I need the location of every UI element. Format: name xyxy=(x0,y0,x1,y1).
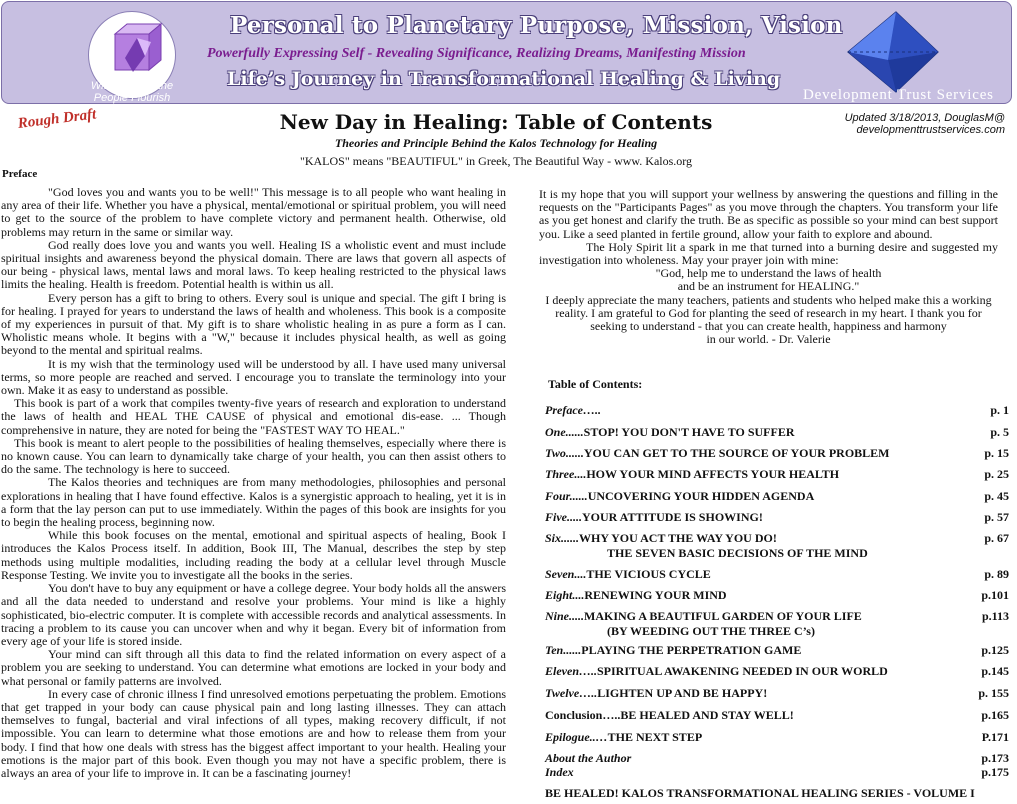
toc-row xyxy=(545,531,1009,561)
toc-title: UNCOVERING YOUR HIDDEN AGENDA xyxy=(587,489,815,503)
left-column xyxy=(1,186,506,780)
toc-title: THE NEXT STEP xyxy=(607,730,703,744)
series-footer: BE HEALED! KALOS TRANSFORMATIONAL HEALING SERIES - VOLUME I xyxy=(545,786,975,800)
page-subtitle: Theories and Principle Behind the Kalos Technology for Healing xyxy=(334,136,658,150)
toc-row xyxy=(545,643,1009,658)
toc-label: Six...... xyxy=(545,531,580,545)
organization-name: Development Trust Services xyxy=(803,87,994,103)
rough-draft-stamp: Rough Draft xyxy=(16,106,98,132)
toc-row xyxy=(545,510,1009,525)
toc-row xyxy=(545,664,1009,679)
toc-label: One...... xyxy=(545,425,584,439)
banner-tagline-2: Life’s Journey in Transformational Healing & Living xyxy=(227,68,781,90)
toc-label: Four...... xyxy=(545,489,588,503)
toc-label: Five..... xyxy=(545,510,582,524)
toc-page-number: p. 5 xyxy=(990,425,1009,439)
preface-label: Preface xyxy=(2,168,38,180)
toc-title: YOUR ATTITUDE IS SHOWING! xyxy=(582,510,763,524)
toc-title: RENEWING YOUR MIND xyxy=(584,588,727,602)
paragraph: Every person has a gift to bring to others. Every soul is unique and special. The gift I bring is for healing. I prayed for years to understand the laws of health and wholeness. This book is a composite of my experiences in pursuit of that. My gift is to share wholistic healing in as pure a form as I can. Wholistic means whole. It begins with a "W," because it includes physical health, as well as going beyond to the mental and spiritual realms. xyxy=(1,290,506,358)
paragraph: The Holy Spirit lit a spark in me that turned into a burning desire and suggested my investigation into wholeness. May your prayer join with mine: xyxy=(539,239,998,268)
paragraph: God really does love you and wants you well. Healing IS a wholistic event and must include spiritual insights and awareness beyond the physical domain. There are laws that govern all aspects of our being - physical laws, mental laws and moral laws. To keep healing restricted to the physical laws limits the healing. Health is freedom. Potential health is within us all. xyxy=(1,237,506,292)
right-column xyxy=(539,188,998,346)
kalos-note: "KALOS" means "BEAUTIFUL" in Greek, The Beautiful Way - www. Kalos.org xyxy=(299,154,693,168)
toc-page-number: p. 89 xyxy=(984,567,1009,581)
toc-row xyxy=(545,765,1009,780)
toc-label: Twelve….. xyxy=(545,686,598,700)
toc-title: MAKING A BEAUTIFUL GARDEN OF YOUR LIFE xyxy=(584,609,862,623)
toc-page-number: p. 155 xyxy=(978,686,1009,700)
toc-label: Eleven….. xyxy=(545,664,597,678)
toc-page-number: p. 67 xyxy=(984,531,1009,545)
paragraph: You don't have to buy any equipment or have a college degree. Your body holds all the answers and all the data needed to understand and resolve your problems. Your mind is like a highly sophisticated, bio-electric computer. It is complete with accessible records and analytical assessments. In tracing a problem to its cause you can uncover when and why it began. Every bit of information from every age of your life is stored inside. xyxy=(1,581,506,648)
toc-label: Seven.... xyxy=(545,567,587,581)
toc-title: HOW YOUR MIND AFFECTS YOUR HEALTH xyxy=(586,467,840,481)
toc-row xyxy=(545,425,1009,440)
toc-page-number: p. 45 xyxy=(984,489,1009,503)
toc-label: Three.... xyxy=(545,467,587,481)
toc-page-number: p.173 xyxy=(981,751,1009,765)
banner-title: Personal to Planetary Purpose, Mission, Vision xyxy=(230,12,843,39)
paragraph: While this book focuses on the mental, emotional and spiritual aspects of healing, Book I introduces the Kalos Process itself. In addition, Book III, The Manual, describes the step by step methods using multiple modalities, including reading the body at a cellular level through Muscle Response Testing. We invite you to investigate all the books in the series. xyxy=(1,528,506,582)
paragraph: In every case of chronic illness I find unresolved emotions perpetuating the problem. Emotions that get trapped in your body can cause physical pain and long lasting illnesses. They can attach themselves to fungal, bacterial and viral infections of all types, making recovery difficult, if not impossible. You can learn to determine what those emotions are and how to release them from your body. I find that how one deals with stress has the biggest affect important to your health. Healing your emotions is the major part of this book. Even though you may not have a specific problem, there is always an area of your life to improve in. It can be a fascinating journey! xyxy=(1,686,506,780)
toc-page-number: p.125 xyxy=(981,643,1009,657)
toc-row xyxy=(545,467,1009,482)
toc-label: Eight.... xyxy=(545,588,585,602)
toc-label: Nine..... xyxy=(545,609,584,623)
toc-title: PLAYING THE PERPETRATION GAME xyxy=(581,643,802,657)
toc-row xyxy=(545,567,1009,582)
toc-title-continued: THE SEVEN BASIC DECISIONS OF THE MIND xyxy=(607,546,868,560)
toc-page-number: P.171 xyxy=(981,730,1009,744)
toc-page-number: p.175 xyxy=(981,765,1009,779)
tagline: With a Vision the People Flourish xyxy=(90,80,174,104)
toc-title: YOU CAN GET TO THE SOURCE OF YOUR PROBLEM xyxy=(583,446,890,460)
toc-page-number: p. 15 xyxy=(984,446,1009,460)
toc-page-number: p.145 xyxy=(981,664,1009,678)
toc-page-number: p.165 xyxy=(981,708,1009,722)
toc-page-number: p. 1 xyxy=(990,403,1009,417)
paragraph: This book is meant to alert people to the possibilities of healing themselves, especially where there is no known cause. You can learn to dynamically take charge of your health, you can then assist others to do the same. The technology is here to succeed. xyxy=(1,435,506,477)
toc-label: Index xyxy=(545,765,574,779)
toc-title: STOP! YOU DON'T HAVE TO SUFFER xyxy=(583,425,795,439)
banner-subtitle: Powerfully Expressing Self - Revealing Significance, Realizing Dreams, Manifesting Mission xyxy=(207,46,746,61)
toc-title: THE VICIOUS CYCLE xyxy=(586,567,711,581)
toc-page-number: p.113 xyxy=(981,609,1009,623)
updated-note xyxy=(845,112,1005,136)
toc-row xyxy=(545,686,1009,701)
toc-row xyxy=(545,446,1009,461)
toc-page-number: p. 25 xyxy=(984,467,1009,481)
updated-line-2: developmenttrustservices.com xyxy=(856,124,1005,136)
toc-title-continued: (BY WEEDING OUT THE THREE C’s) xyxy=(607,624,815,638)
paragraph: "God loves you and wants you to be well!" This message is to all people who want healing in any area of their life. Whether you have a physical, mental/emotional or spiritual problem, you will need to get to the source of the problem to have complete victory and permanent health. Otherwise, old problems may return in the same or similar way. xyxy=(1,185,506,239)
toc-label: Preface….. xyxy=(545,403,601,417)
toc-row xyxy=(545,489,1009,504)
signature-line: in our world. - Dr. Valerie xyxy=(706,332,831,347)
toc-label: Epilogue..… xyxy=(545,730,608,744)
toc-page-number: p.101 xyxy=(981,588,1009,602)
toc-row xyxy=(545,609,1009,639)
toc-row xyxy=(545,708,1009,723)
prayer-line: and be an instrument for HEALING." xyxy=(677,279,860,294)
toc-row xyxy=(545,751,1009,766)
updated-line-1: Updated 3/18/2013, DouglasM@ xyxy=(844,112,1005,124)
paragraph: It is my hope that you will support your wellness by answering the questions and filling in the requests on the "Participants Pages" as you move through the chapters. You transform your life as you get honest and clarify the truth. Be as specific as possible so your mind can best support you. Like a seed planted in fertile ground, allow your faith to explore and abound. xyxy=(539,187,998,241)
toc-row xyxy=(545,588,1009,603)
toc-row xyxy=(545,730,1009,745)
paragraph: I deeply appreciate the many teachers, patients and students who helped make this a working reality. I am grateful to God for planting the seed of research in my heart. I thank you for seeking to understand - that you can create health, happiness and harmony xyxy=(545,292,992,334)
toc-page-number: p. 57 xyxy=(984,510,1009,524)
paragraph: This book is part of a work that compiles twenty-five years of research and exploration to understand the laws of health and HEAL THE CAUSE of physical and emotional dis-ease. ... Though comprehensive in nature, they are noted for being the "FASTEST WAY TO HEAL." xyxy=(1,396,506,437)
toc-title: Conclusion…..BE HEALED AND STAY WELL! xyxy=(545,708,794,722)
toc-title: SPIRITUAL AWAKENING NEEDED IN OUR WORLD xyxy=(597,664,888,678)
paragraph: Your mind can sift through all this data to find the related information on every aspect of a problem you are seeking to understand. You can determine what emotions are locked in your body and what personal or family patterns are involved. xyxy=(1,647,506,688)
toc-label: Ten...... xyxy=(545,643,582,657)
toc-label: About the Author xyxy=(545,751,632,765)
toc-label: Two...... xyxy=(545,446,584,460)
octahedron-logo-icon xyxy=(840,8,942,96)
paragraph: The Kalos theories and techniques are from many methodologies, philosophies and personal explorations in healing that I have found effective. Kalos is a synergistic approach to healing, yet it is in a form that the lay person can put to use immediately. Within the pages of this book are insights for you to begin the healing process, beginning now. xyxy=(1,475,506,530)
toc-title: LIGHTEN UP AND BE HAPPY! xyxy=(597,686,768,700)
toc-row xyxy=(545,403,1009,418)
toc-title: WHY YOU ACT THE WAY YOU DO! xyxy=(579,531,777,545)
toc-heading: Table of Contents: xyxy=(548,377,643,391)
page-title: New Day in Healing: Table of Contents xyxy=(279,110,713,134)
paragraph: It is my wish that the terminology used will be understood by all. I have used many universal terms, so more people are reached and served. I encourage you to translate the terminology into your own. Make it as easy to understand as possible. xyxy=(1,356,506,398)
header-banner xyxy=(1,1,1012,104)
prayer-line: "God, help me to understand the laws of health xyxy=(655,266,882,281)
